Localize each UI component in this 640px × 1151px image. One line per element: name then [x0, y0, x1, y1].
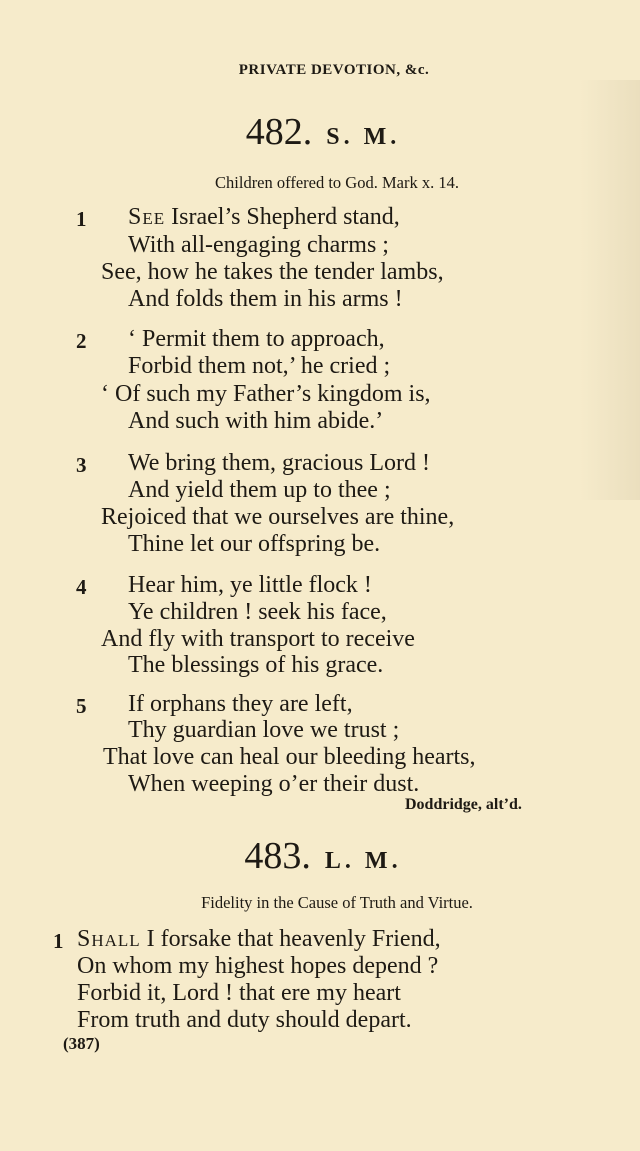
verse-line: Thine let our offspring be.: [128, 531, 381, 557]
verse-line: Hear him, ye little flock !: [128, 572, 372, 598]
verse-line: That love can heal our bleeding hearts,: [103, 744, 476, 770]
verse-line: The blessings of his grace.: [128, 652, 384, 678]
hymn-heading: [0, 834, 640, 878]
stanza-number: 1: [53, 929, 64, 953]
stanza-number: 2: [76, 329, 87, 353]
verse-line: Rejoiced that we ourselves are thine,: [101, 504, 455, 530]
stanza-number: 4: [76, 575, 87, 599]
verse-line: With all-engaging charms ;: [128, 232, 389, 258]
verse-initial-word: Shall: [77, 926, 141, 952]
hymn-subtitle: Children offered to God. Mark x. 14.: [215, 173, 459, 192]
page-number: (387): [63, 1034, 100, 1053]
stanza-number: 5: [76, 694, 87, 718]
hymn-meter: S. M.: [326, 124, 401, 150]
verse-line: And fly with transport to receive: [101, 626, 415, 652]
verse-line: And such with him abide.’: [128, 408, 384, 434]
verse-line: ‘ Permit them to approach,: [128, 326, 385, 352]
attribution: Doddridge, alt’d.: [405, 796, 522, 813]
verse-initial-word: See: [128, 204, 166, 230]
hymn-number: 482.: [245, 111, 313, 153]
verse-line: And folds them in his arms !: [128, 286, 403, 312]
verse-line: Ye children ! seek his face,: [128, 599, 387, 625]
verse-line: If orphans they are left,: [128, 691, 353, 717]
verse-line: And yield them up to thee ;: [128, 477, 391, 503]
hymn-heading: [0, 110, 640, 154]
hymn-meter: L. M.: [324, 848, 402, 874]
verse-line-text: I forsake that heavenly Friend,: [140, 926, 441, 952]
verse-line: We bring them, gracious Lord !: [128, 450, 430, 476]
verse-line: ‘ Of such my Father’s kingdom is,: [101, 381, 431, 407]
verse-line-text: Israel’s Shepherd stand,: [165, 204, 400, 230]
verse-line: When weeping o’er their dust.: [128, 771, 420, 797]
running-head: PRIVATE DEVOTION, &c.: [238, 62, 430, 78]
hymn-number: 483.: [244, 835, 311, 877]
verse-line: [128, 204, 400, 231]
verse-line: Forbid them not,’ he cried ;: [128, 353, 391, 379]
verse-line: [77, 926, 441, 953]
hymn-subtitle: Fidelity in the Cause of Truth and Virtue.: [201, 893, 473, 912]
verse-line: See, how he takes the tender lambs,: [101, 259, 444, 285]
verse-line: Thy guardian love we trust ;: [128, 717, 400, 743]
stanza-number: 3: [76, 453, 87, 477]
verse-line: Forbid it, Lord ! that ere my heart: [77, 980, 401, 1006]
stanza-number: 1: [76, 207, 87, 231]
verse-line: From truth and duty should depart.: [77, 1007, 412, 1033]
verse-line: On whom my highest hopes depend ?: [77, 953, 439, 979]
